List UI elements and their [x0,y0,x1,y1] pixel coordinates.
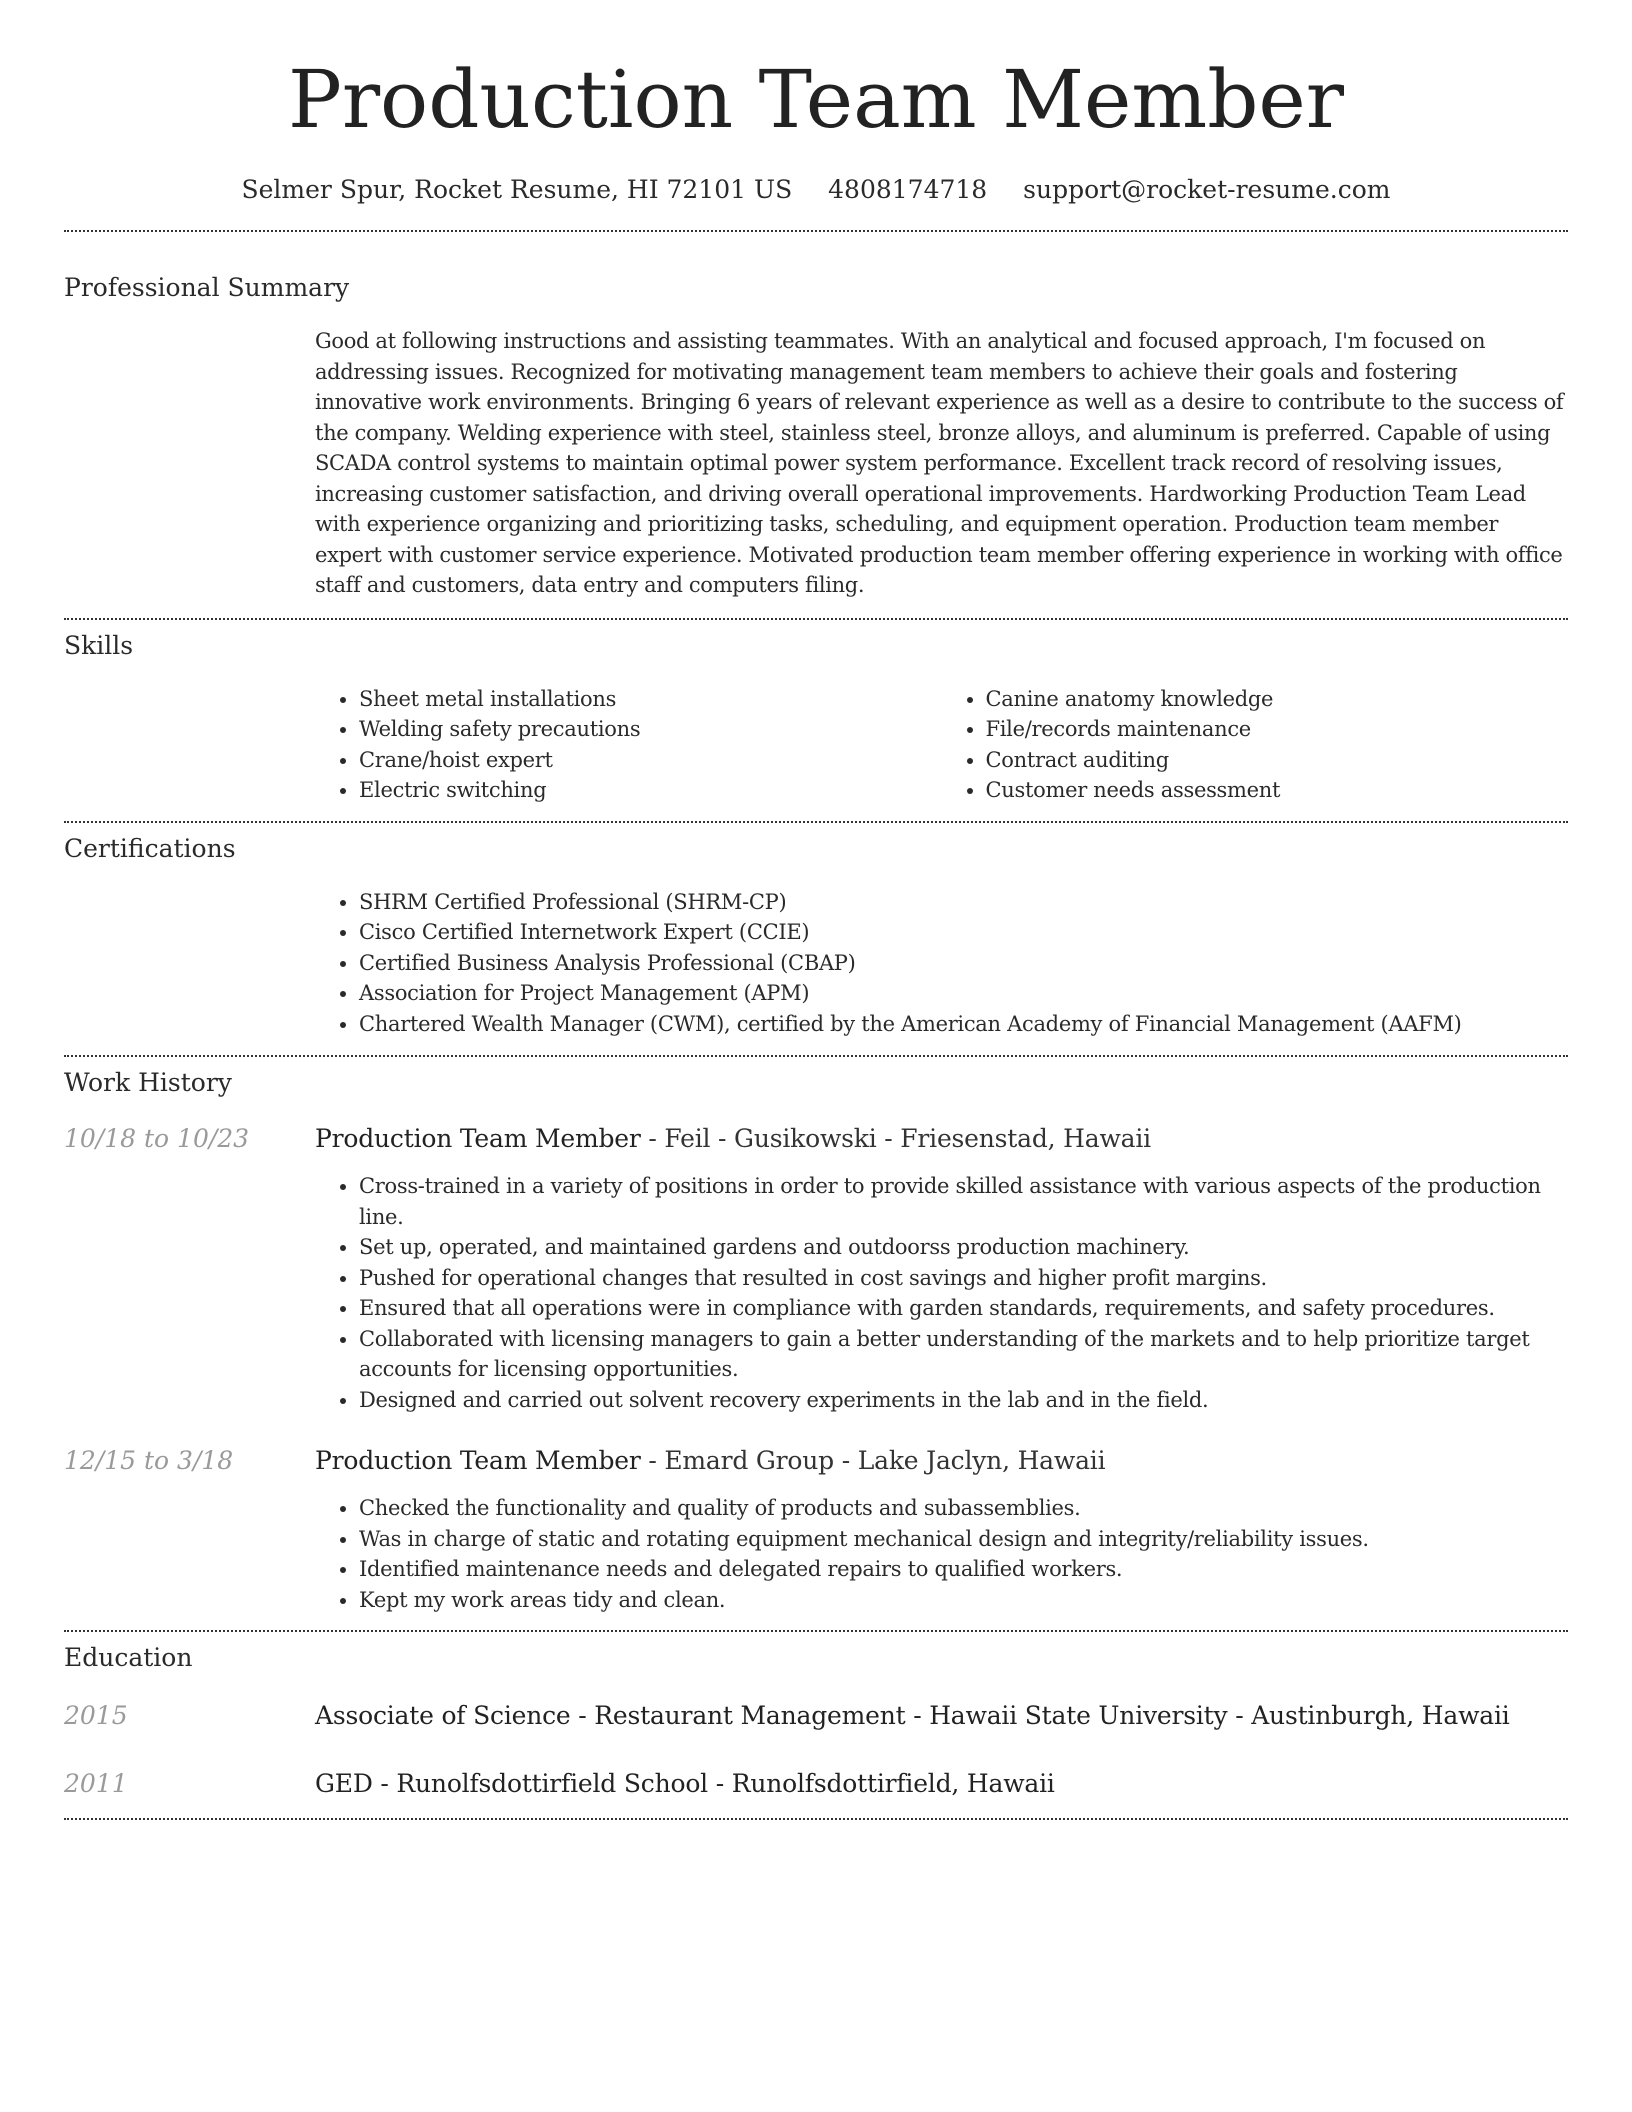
section-title-skills: Skills [64,630,134,660]
job-employer-location: - Emard Group - Lake Jaclyn, Hawaii [640,1446,1106,1475]
divider [64,1818,1568,1820]
summary-section [64,272,1568,601]
skill-item: • Crane/hoist expert [359,745,942,776]
job-role: Production Team Member [315,1124,641,1153]
certifications-content [315,887,1568,1040]
job-entry [64,1123,1568,1415]
section-title-summary: Professional Summary [64,273,350,302]
skill-item: • Contract auditing [986,745,1569,776]
job-role: Production Team Member [315,1446,641,1475]
job-bullets [315,1171,1568,1415]
contact-address: Selmer Spur, Rocket Resume, HI 72101 US [241,175,793,204]
job-dates: 10/18 to 10/23 [64,1124,250,1153]
job-dates: 12/15 to 3/18 [64,1446,234,1475]
education-year: 2011 [64,1769,128,1798]
job-title [315,1123,1151,1155]
section-title-certifications: Certifications [64,833,236,863]
job-bullets [315,1493,1568,1615]
job-employer-location: - Feil - Gusikowski - Friesenstad, Hawaii [640,1124,1151,1153]
job-bullet: • Identified maintenance needs and delegated repairs to qualified workers. [359,1554,1568,1585]
education-degree: GED - Runolfsdottirfield School - Runolfsdottirfield, Hawaii [315,1769,1055,1798]
certification-item: • Chartered Wealth Manager (CWM), certified by the American Academy of Financial Management (AAFM) [359,1009,1568,1040]
job-bullet: • Kept my work areas tidy and clean. [359,1585,1568,1616]
skills-column-left [315,684,942,806]
certification-item: • SHRM Certified Professional (SHRM-CP) [359,887,1568,918]
divider [64,1055,1568,1057]
skill-item: • File/records maintenance [986,714,1569,745]
skills-section [64,630,1568,806]
contact-line [64,170,1568,210]
job-header [64,1445,1568,1477]
education-entry [64,1768,1568,1800]
job-title [315,1445,1105,1477]
job-bullet-list [315,1493,1568,1615]
job-bullet: • Was in charge of static and rotating equipment mechanical design and integrity/reliability issues. [359,1524,1568,1555]
divider [64,821,1568,823]
summary-text: Good at following instructions and assisting teammates. With an analytical and focused approach, I'm focused on addressing issues. Recognized for motivating management team members to achieve their goals and fostering innovative work environments. Bringing 6 years of relevant experience as well as a desire to contribute to the success of the company. Welding experience with steel, stainless steel, bronze alloys, and aluminum is preferred. Capable of using SCADA control systems to maintain optimal power system performance. Excellent track record of resolving issues, increasing customer satisfaction, and driving overall operational improvements. Hardworking Production Team Lead with experience organizing and prioritizing tasks, scheduling, and equipment operation. Production team member expert with customer service experience. Motivated production team member offering experience in working with office staff and customers, data entry and computers filing. [315,329,1564,597]
certification-item: • Cisco Certified Internetwork Expert (CCIE) [359,917,1568,948]
contact-email: support@rocket-resume.com [1023,175,1391,204]
section-title-work-history: Work History [64,1068,232,1097]
job-bullet: • Pushed for operational changes that resulted in cost savings and higher profit margins. [359,1263,1568,1294]
job-bullet: • Ensured that all operations were in compliance with garden standards, requirements, and safety procedures. [359,1293,1568,1324]
divider [64,618,1568,620]
job-bullet: • Collaborated with licensing managers to gain a better understanding of the markets and to help prioritize target accounts for licensing opportunities. [359,1324,1568,1385]
job-bullet-list [315,1171,1568,1415]
divider [64,230,1568,232]
job-header [64,1123,1568,1155]
work-history-section [64,1067,1568,1615]
certification-item: • Association for Project Management (APM) [359,978,1568,1009]
certifications-section [64,833,1568,1040]
certification-item: • Certified Business Analysis Professional (CBAP) [359,948,1568,979]
education-year: 2015 [64,1701,128,1730]
skill-item: • Canine anatomy knowledge [986,684,1569,715]
section-title-education: Education [64,1643,193,1672]
summary-content [315,326,1568,601]
contact-phone: 4808174718 [828,175,988,204]
education-section [64,1642,1568,1800]
resume-page [64,0,1568,1820]
certifications-list [315,887,1568,1040]
job-bullet: • Cross-trained in a variety of positions in order to provide skilled assistance with various aspects of the production line. [359,1171,1568,1232]
skill-item: • Sheet metal installations [359,684,942,715]
job-bullet: • Set up, operated, and maintained gardens and outdoorss production machinery. [359,1232,1568,1263]
skill-item: • Customer needs assessment [986,775,1569,806]
skill-item: • Electric switching [359,775,942,806]
skills-column-right [942,684,1569,806]
candidate-name: Production Team Member [287,53,1344,146]
skill-item: • Welding safety precautions [359,714,942,745]
job-bullet: • Designed and carried out solvent recovery experiments in the lab and in the field. [359,1385,1568,1416]
job-entry [64,1445,1568,1615]
divider [64,1630,1568,1632]
education-entry [64,1700,1568,1732]
education-degree: Associate of Science - Restaurant Management - Hawaii State University - Austinburgh, Hawaii [315,1701,1510,1730]
job-bullet: • Checked the functionality and quality of products and subassemblies. [359,1493,1568,1524]
skills-list [315,684,1568,806]
